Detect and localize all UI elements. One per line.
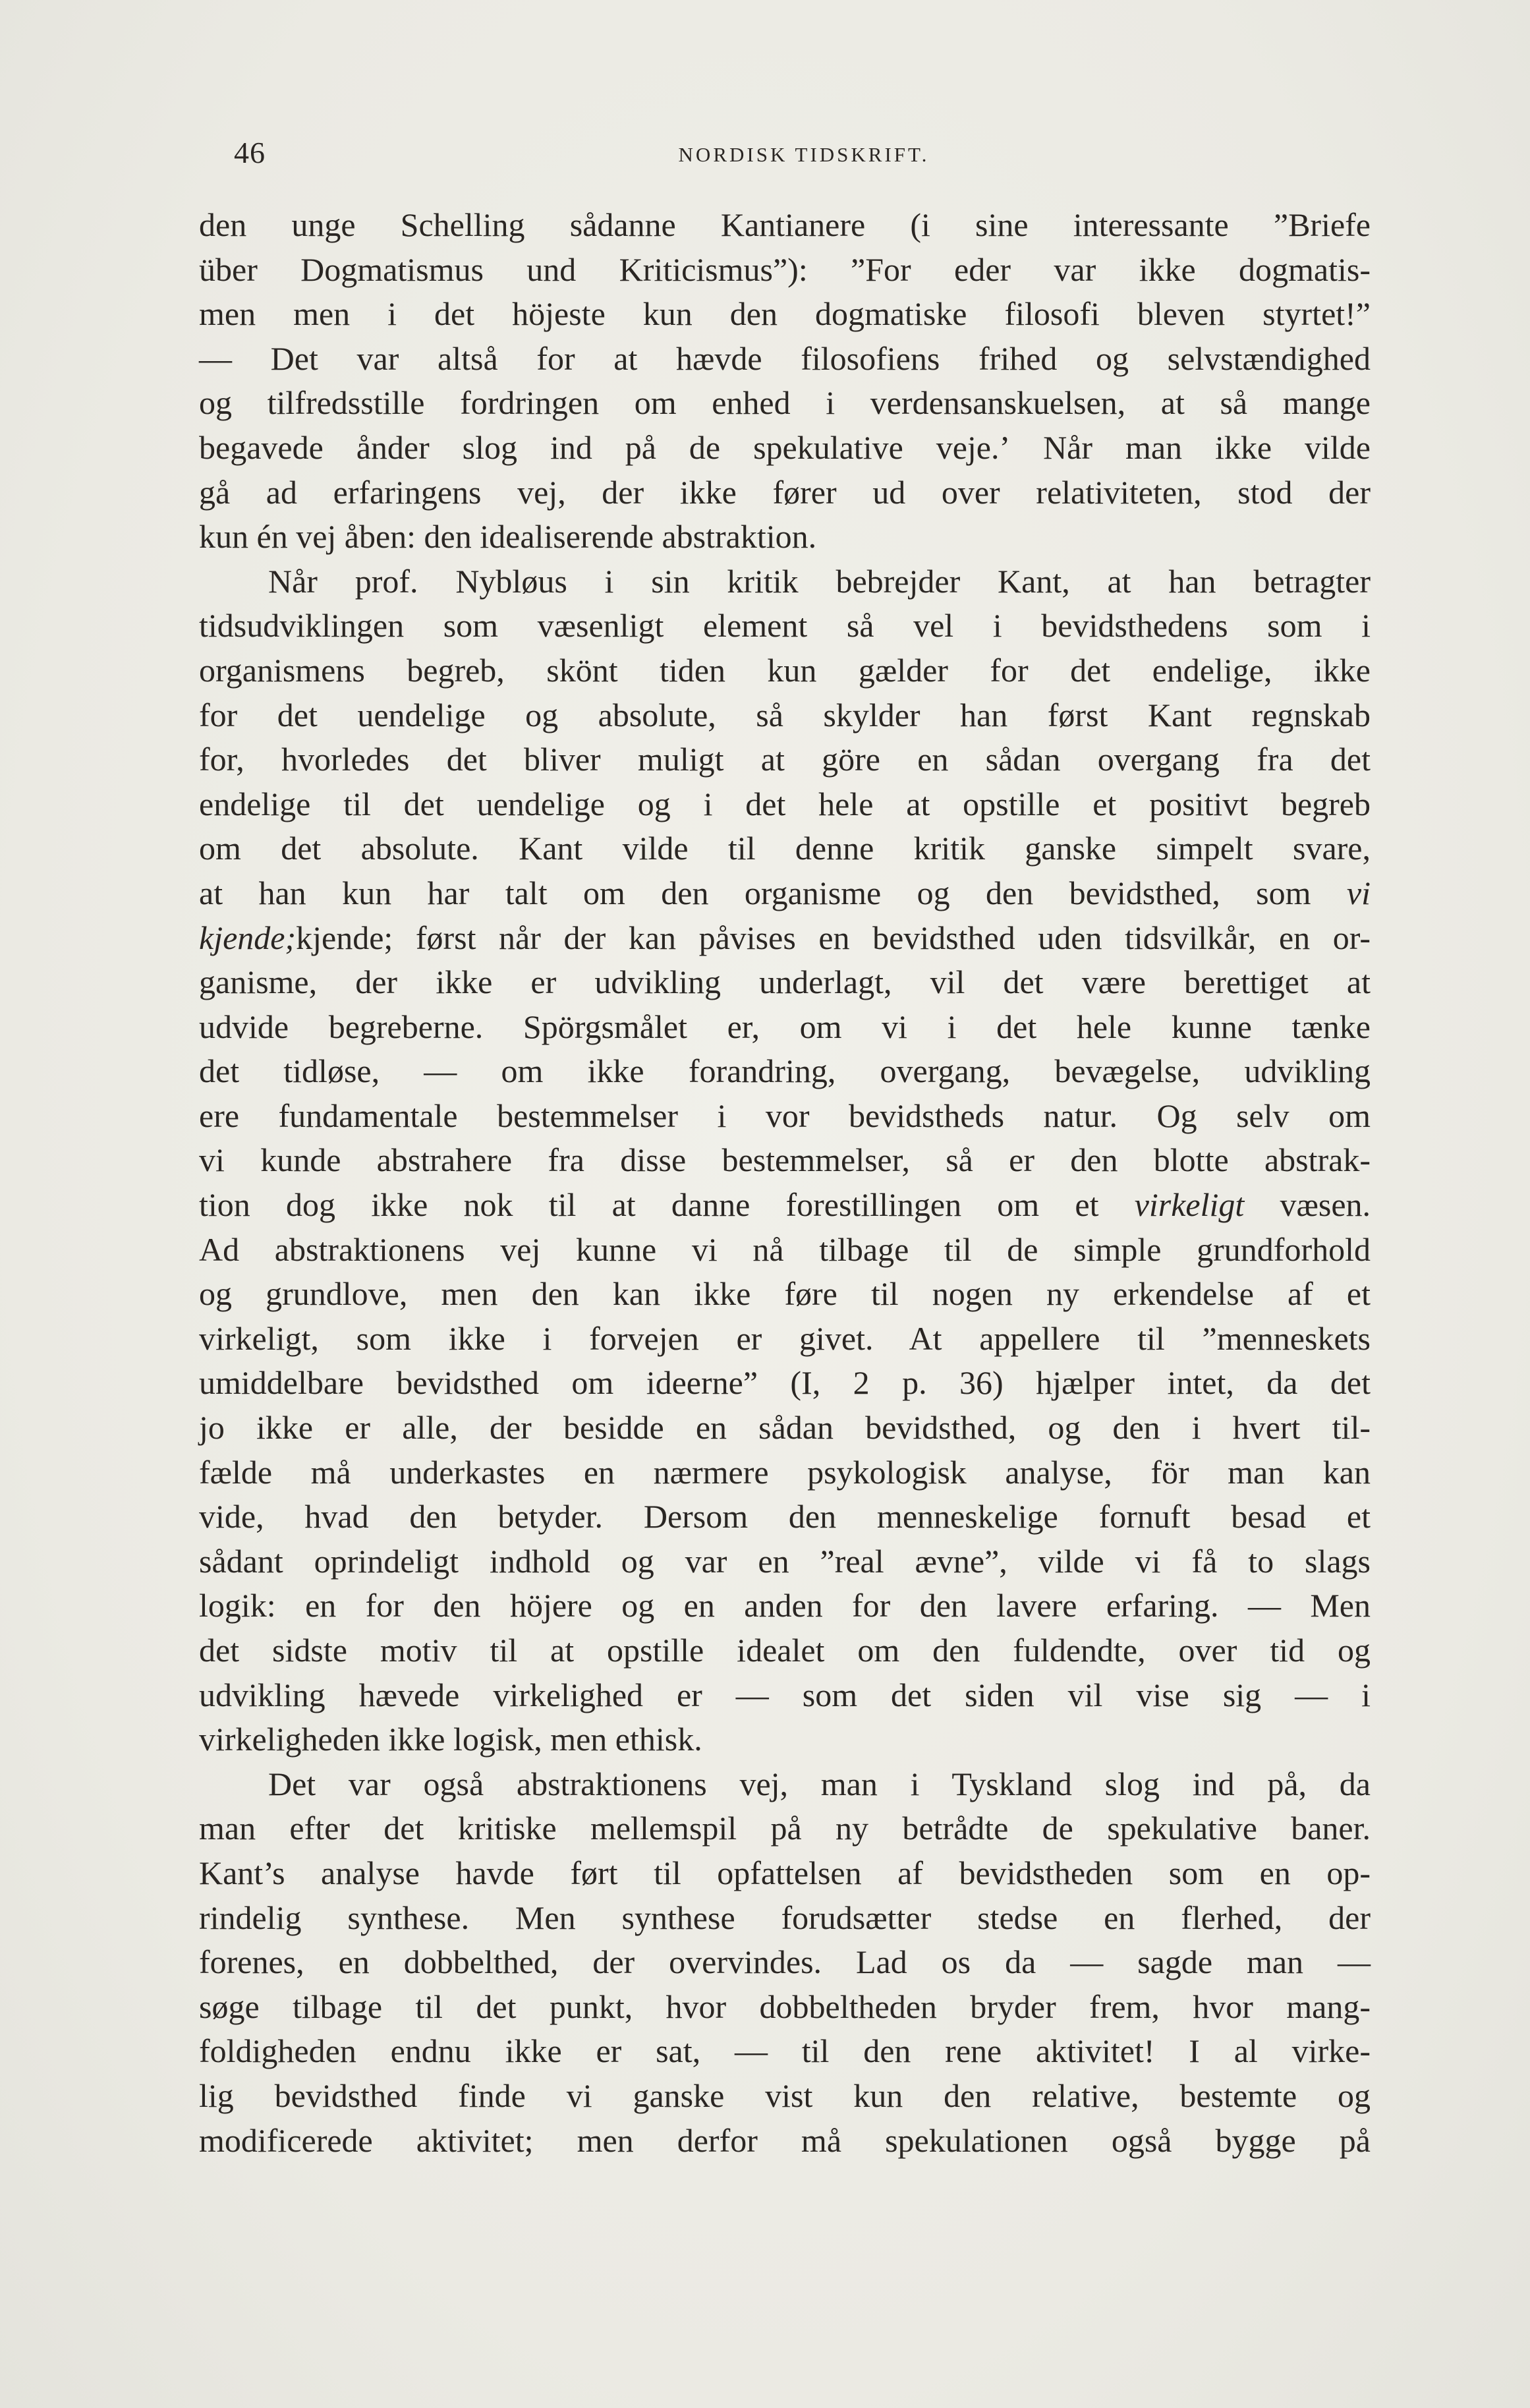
text-line: og tilfredsstille fordringen om enhed i verdensanskuelsen, at så mange: [199, 384, 1371, 422]
text-line: kun én vej åben: den idealiserende abstraktion.: [199, 518, 817, 556]
text-line: modificerede aktivitet; men derfor må spekulationen også bygge på: [199, 2121, 1371, 2159]
text-line: man efter det kritiske mellemspil på ny betrådte de spekulative baner.: [199, 1810, 1371, 1847]
emphasis-virkeligt: virkeligt: [1134, 1186, 1245, 1224]
text-line: forenes, en dobbelthed, der overvindes. Lad os da — sagde man —: [199, 1943, 1371, 1981]
text-line: søge tilbage til det punkt, hvor dobbeltheden bryder frem, hvor mang-: [199, 1988, 1371, 2025]
text-line: Kant’s analyse havde ført til opfattelsen af bevidstheden som en op-: [199, 1854, 1371, 1891]
text-line: udvikling hævede virkelighed er — som det siden vil vise sig — i: [199, 1676, 1371, 1713]
text-line: organismens begreb, skönt tiden kun gælder for det endelige, ikke: [199, 651, 1371, 689]
text-line: det tidløse, — om ikke forandring, overgang, bevægelse, udvikling: [199, 1052, 1371, 1090]
text-line: Når prof. Nybløus i sin kritik bebrejder Kant, at han betragter: [268, 562, 1371, 600]
text-line: den unge Schelling sådanne Kantianere (i sine interessante ”Briefe: [199, 206, 1371, 243]
text-line: virkeligt, som ikke i forvejen er givet. At appellere til ”menneskets: [199, 1319, 1371, 1357]
body-text: [199, 203, 1371, 2163]
text-line-segment: væsen.: [1244, 1186, 1371, 1224]
text-line: umiddelbare bevidsthed om ideerne” (I, 2 p. 36) hjælper intet, da det: [199, 1364, 1371, 1402]
text-line: [199, 1183, 1371, 1228]
text-line: Det var også abstraktionens vej, man i Tyskland slog ind på, da: [268, 1765, 1371, 1802]
text-line: tidsudviklingen som væsenligt element så vel i bevidsthedens som i: [199, 607, 1371, 645]
text-line: sådant oprindeligt indhold og var en ”real ævne”, vilde vi få to slags: [199, 1542, 1371, 1580]
text-line-segment: at han kun har talt om den organisme og den bevidsthed, som: [199, 874, 1347, 911]
text-line: foldigheden endnu ikke er sat, — til den rene aktivitet! I al virke-: [199, 2032, 1371, 2070]
text-line: — Det var altså for at hævde filosofiens frihed og selvstændighed: [199, 339, 1371, 377]
text-line: og grundlove, men den kan ikke føre til nogen ny erkendelse af et: [199, 1275, 1371, 1313]
text-line: virkeligheden ikke logisk, men ethisk.: [199, 1721, 702, 1758]
text-line: udvide begreberne. Spörgsmålet er, om vi i det hele kunne tænke: [199, 1008, 1371, 1045]
text-line: lig bevidsthed finde vi ganske vist kun den relative, bestemte og: [199, 2077, 1371, 2114]
text-line: begavede ånder slog ind på de spekulative veje.ʼ Når man ikke vilde: [199, 428, 1371, 466]
text-line: vi kunde abstrahere fra disse bestemmelser, så er den blotte abstrak-: [199, 1141, 1371, 1179]
text-line: for, hvorledes det bliver muligt at göre en sådan overgang fra det: [199, 741, 1371, 778]
text-line: [199, 871, 1371, 916]
text-line: über Dogmatismus und Kriticismus”): ”For eder var ikke dogmatis-: [199, 250, 1371, 288]
text-line: jo ikke er alle, der besidde en sådan bevidsthed, og den i hvert til-: [199, 1409, 1371, 1447]
emphasis-vi: vi: [1346, 874, 1371, 911]
text-line-segment: kjende; først når der kan påvises en bevidsthed uden tidsvilkår, en or-: [296, 919, 1371, 956]
text-line: [199, 916, 1371, 961]
emphasis-kjende: kjende;: [199, 919, 297, 956]
text-line: ganisme, der ikke er udvikling underlagt, vil det være berettiget at: [199, 963, 1371, 1001]
text-line: men men i det höjeste kun den dogmatiske filosofi bleven styrtet!”: [199, 295, 1371, 333]
text-line-segment: tion dog ikke nok til at danne forestillingen om et: [199, 1186, 1135, 1224]
text-line: om det absolute. Kant vilde til denne kritik ganske simpelt svare,: [199, 830, 1371, 867]
text-line: ere fundamentale bestemmelser i vor bevidstheds natur. Og selv om: [199, 1097, 1371, 1134]
text-line: vide, hvad den betyder. Dersom den menneskelige fornuft besad et: [199, 1498, 1371, 1535]
text-line: Ad abstraktionens vej kunne vi nå tilbage til de simple grundforhold: [199, 1230, 1371, 1268]
text-line: gå ad erfaringens vej, der ikke fører ud over relativiteten, stod der: [199, 473, 1371, 511]
text-line: det sidste motiv til at opstille idealet om den fuldendte, over tid og: [199, 1632, 1371, 1669]
text-line: for det uendelige og absolute, så skylder han først Kant regnskab: [199, 696, 1371, 733]
text-line: endelige til det uendelige og i det hele at opstille et positivt begreb: [199, 785, 1371, 822]
page-number: 46: [234, 136, 266, 169]
text-line: rindelig synthese. Men synthese forudsætter stedse en flerhed, der: [199, 1899, 1371, 1936]
page-header: [234, 135, 1374, 175]
text-line: logik: en for den höjere og en anden for den lavere erfaring. — Men: [199, 1587, 1371, 1624]
running-title: NORDISK TIDSKRIFT.: [678, 143, 930, 166]
text-line: fælde må underkastes en nærmere psykologisk analyse, för man kan: [199, 1453, 1371, 1491]
